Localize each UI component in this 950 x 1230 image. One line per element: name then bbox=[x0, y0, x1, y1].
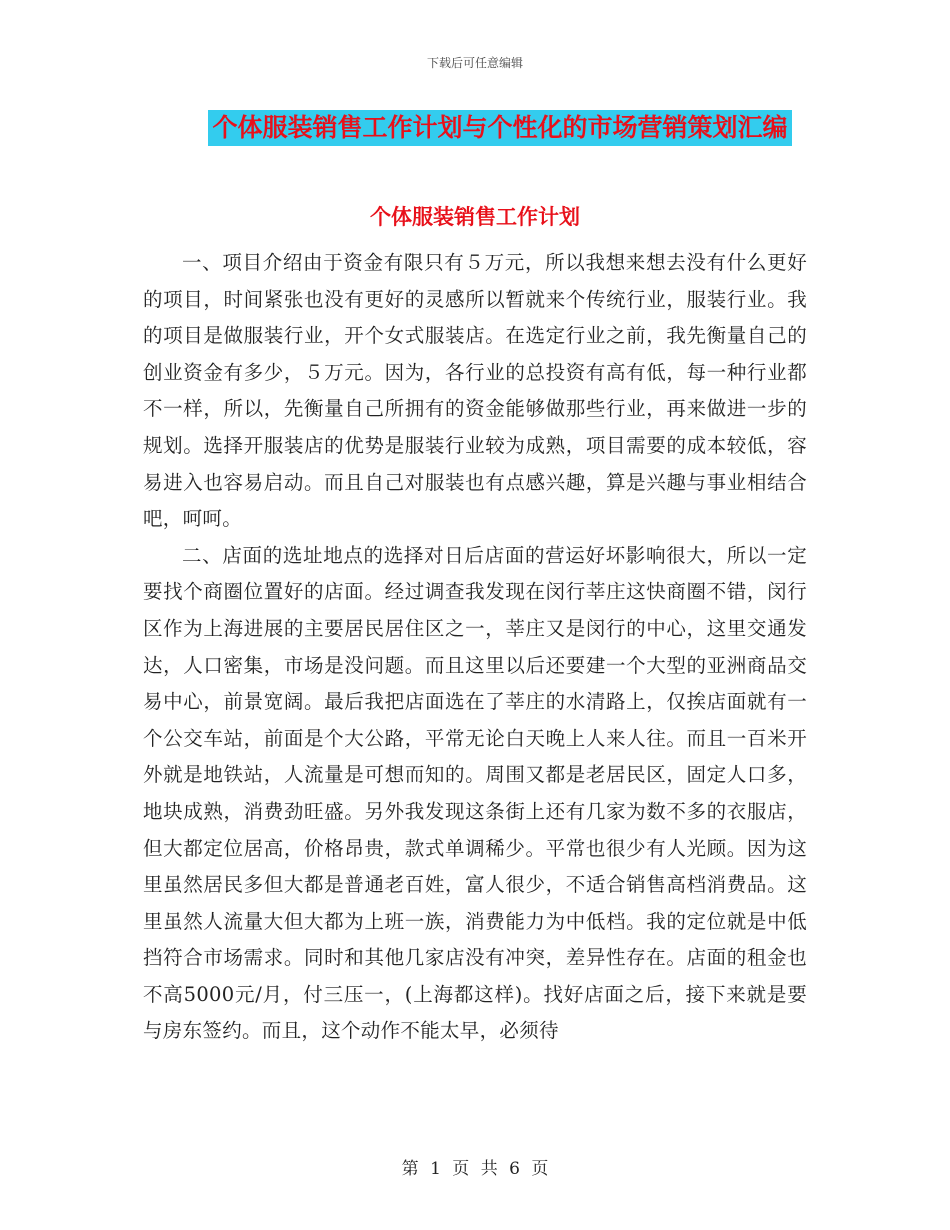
main-title: 个体服装销售工作计划与个性化的市场营销策划汇编 bbox=[208, 110, 791, 146]
main-title-wrap bbox=[0, 110, 950, 146]
section-title: 个体服装销售工作计划 bbox=[370, 205, 580, 229]
paragraph-1: 一、项目介绍由于资金有限只有５万元，所以我想来想去没有什么更好的项目，时间紧张也没有更好的灵感所以暂就来个传统行业，服装行业。我的项目是做服装行业，开个女式服装店。在选定行业之前，我先衡量自己的创业资金有多少，５万元。因为，各行业的总投资有高有低，每一种行业都不一样，所以，先衡量自己所拥有的资金能够做那些行业，再来做进一步的规划。选择开服装店的优势是服装行业较为成熟，项目需要的成本较低，容易进入也容易启动。而且自己对服装也有点感兴趣，算是兴趣与事业相结合吧，呵呵。 bbox=[143, 251, 807, 531]
page-footer: 第 1 页 共 6 页 bbox=[401, 1159, 549, 1179]
header-note: 下载后可任意编辑 bbox=[426, 56, 523, 70]
body-text bbox=[143, 245, 807, 1050]
paragraph-2: 二、店面的选址地点的选择对日后店面的营运好坏影响很大，所以一定要找个商圈位置好的店面。经过调查我发现在闵行莘庄这快商圈不错，闵行区作为上海进展的主要居民居住区之一，莘庄又是闵行的中心，这里交通发达，人口密集，市场是没问题。而且这里以后还要建一个大型的亚洲商品交易中心，前景宽阔。最后我把店面选在了莘庄的水清路上，仅挨店面就有一个公交车站，前面是个大公路，平常无论白天晚上人来人往。而且一百米开外就是地铁站，人流量是可想而知的。周围又都是老居民区，固定人口多，地块成熟，消费劲旺盛。另外我发现这条街上还有几家为数不多的衣服店，但大都定位居高，价格昂贵，款式单调稀少。平常也很少有人光顾。因为这里虽然居民多但大都是普通老百姓，富人很少，不适合销售高档消费品。这里虽然人流量大但大都为上班一族，消费能力为中低档。我的定位就是中低挡符合市场需求。同时和其他几家店没有冲突，差异性存在。店面的租金也不高5000元/月，付三压一，(上海都这样)。找好店面之后，接下来就是要与房东签约。而且，这个动作不能太早，必须待 bbox=[143, 543, 807, 1043]
